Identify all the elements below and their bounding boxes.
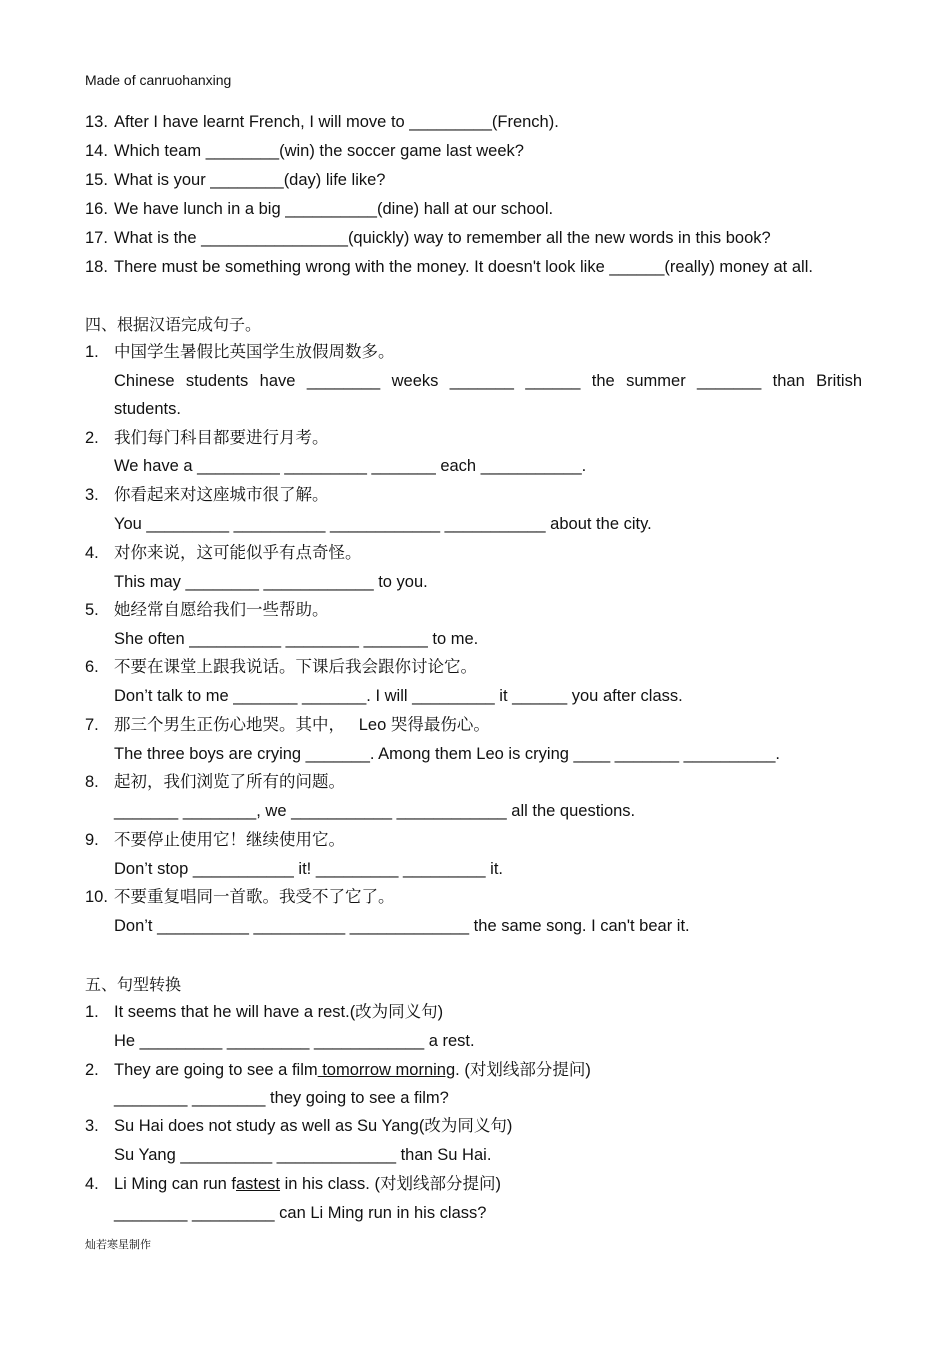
p4-item-4-en: This may ________ ____________ to you. xyxy=(114,573,428,591)
p4-item-6-en: Don’t talk to me _______ _______. I will _________ it ______ you after class. xyxy=(114,687,683,705)
p5-item-3-a: Su Yang __________ _____________ than Su Hai. xyxy=(114,1146,492,1164)
p5-item-1-q: 1. It seems that he will have a rest.(改为同义句) xyxy=(85,1003,444,1021)
question-17: 17. What is the ________________(quickly) way to remember all the new words in this book? xyxy=(85,229,771,247)
question-13: 13. After I have learnt French, I will move to _________(French). xyxy=(85,113,559,131)
question-14: 14. Which team ________(win) the soccer game last week? xyxy=(85,142,524,160)
p4-item-3-cn: 3. 你看起来对这座城市很了解。 xyxy=(85,486,329,504)
p4-item-8-en: _______ ________, we ___________ ____________ all the questions. xyxy=(114,802,636,820)
page-footer: 灿若寒星制作 xyxy=(85,1238,151,1251)
p5-item-2-q: 2. They are going to see a film tomorrow morning. (对划线部分提问) xyxy=(85,1061,591,1079)
question-16: 16. We have lunch in a big __________(dine) hall at our school. xyxy=(85,200,554,218)
p4-item-2-en: We have a _________ _________ _______ each ___________. xyxy=(114,457,587,475)
p4-item-1-en: Chinese students have ________ weeks _______ ______ the summer _______ than British xyxy=(114,372,862,390)
p5-item-1-a: He _________ _________ ____________ a rest. xyxy=(114,1032,475,1050)
p4-item-3-en: You _________ __________ ____________ ___________ about the city. xyxy=(114,515,652,533)
p4-item-7-cn: 7. 那三个男生正伤心地哭。其中， Leo 哭得最伤心。 xyxy=(85,716,490,734)
p5-item-2-a: ________ ________ they going to see a film? xyxy=(114,1089,449,1107)
p4-item-7-en: The three boys are crying _______. Among them Leo is crying ____ _______ __________. xyxy=(114,745,780,763)
p4-item-4-cn: 4. 对你来说，这可能似乎有点奇怪。 xyxy=(85,544,362,562)
p4-item-1-cn: 1. 中国学生暑假比英国学生放假周数多。 xyxy=(85,343,395,361)
p4-item-10-en: Don’t __________ __________ _____________ the same song. I can't bear it. xyxy=(114,917,690,935)
page-header: Made of canruohanxing xyxy=(85,72,232,88)
p4-item-2-cn: 2. 我们每门科目都要进行月考。 xyxy=(85,429,329,447)
section-4-title: 四、根据汉语完成句子。 xyxy=(85,315,262,334)
p4-item-8-cn: 8. 起初，我们浏览了所有的问题。 xyxy=(85,773,345,791)
question-18: 18. There must be something wrong with the money. It doesn't look like ______(really) money at all. xyxy=(85,258,813,276)
p4-item-6-cn: 6. 不要在课堂上跟我说话。下课后我会跟你讨论它。 xyxy=(85,658,477,676)
p4-item-5-en: She often __________ ________ _______ to me. xyxy=(114,630,479,648)
p5-item-4-a: ________ _________ can Li Ming run in his class? xyxy=(114,1204,487,1222)
p5-item-4-q: 4. Li Ming can run fastest in his class. (对划线部分提问) xyxy=(85,1175,501,1193)
question-15: 15. What is your ________(day) life like? xyxy=(85,171,386,189)
p4-item-9-cn: 9. 不要停止使用它！继续使用它。 xyxy=(85,831,345,849)
p5-item-3-q: 3. Su Hai does not study as well as Su Yang(改为同义句) xyxy=(85,1117,513,1135)
underlined-phrase: astest xyxy=(235,1175,281,1193)
underlined-phrase: tomorrow morning xyxy=(317,1061,456,1079)
p4-item-10-cn: 10. 不要重复唱同一首歌。我受不了它了。 xyxy=(85,888,395,906)
p4-item-1-en2: students. xyxy=(114,400,181,418)
section-5-title: 五、句型转换 xyxy=(85,975,182,994)
p4-item-9-en: Don’t stop ___________ it! _________ _________ it. xyxy=(114,860,503,878)
p4-item-5-cn: 5. 她经常自愿给我们一些帮助。 xyxy=(85,601,329,619)
